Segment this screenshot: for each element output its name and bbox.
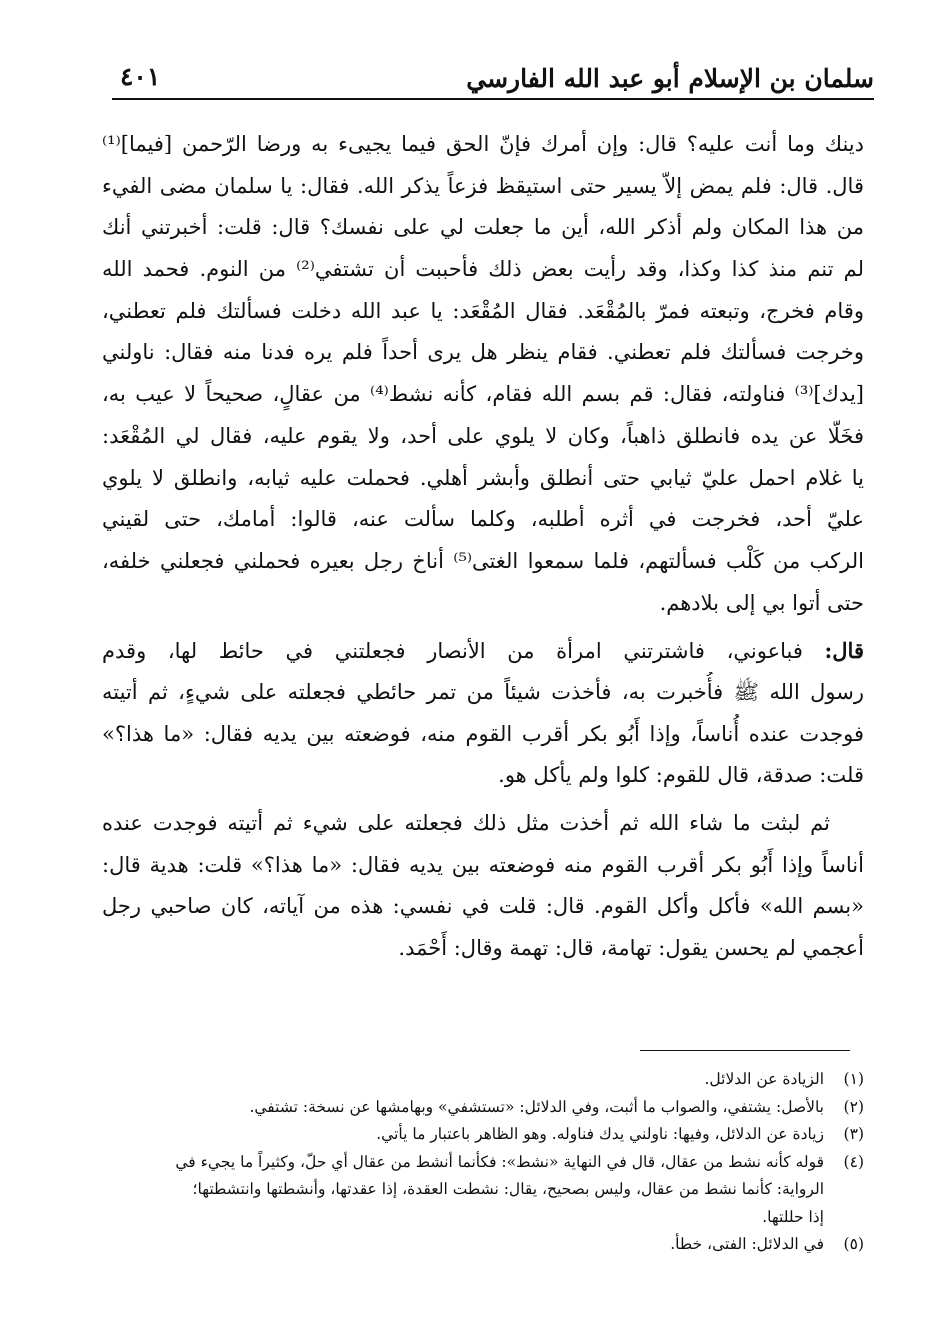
footnotes bbox=[100, 1066, 864, 1259]
paragraph-2 bbox=[102, 630, 864, 797]
text-line: أعجمي لم يحسن يقول: تهامة، قال: تهمة وقال: أَحْمَد. bbox=[398, 936, 864, 961]
text-line: وخرجت فسألتك فلم تعطني. فقام ينظر هل يرى أحداً فلم يره فدنا منه فقال: ناولني bbox=[102, 340, 864, 365]
footnote-5 bbox=[100, 1231, 864, 1259]
text-line: أناساً وإذا أَبُو بكر أقرب القوم منه فوضعته بين يديه فقال: «ما هذا؟» قلت: هدية قال: bbox=[102, 852, 864, 877]
text-line: فخَلّا عن يده فانطلق ذاهباً، وكان لا يلوي على أحد، ولا يقوم عليه، فقال لي المُقْعَد: bbox=[102, 423, 864, 448]
text-line: يا غلام احمل عليّ ثيابي حتى أنطلق وأبشر أهلي. فحملت عليه ثيابه، وانطلق لا يلوي bbox=[102, 465, 864, 490]
text-line: حتى أتوا بي إلى بلادهم. bbox=[659, 590, 864, 615]
footnote-text: بالأصل: يشتفي، والصواب ما أثبت، وفي الدلائل: «تستشفي» وبهامشها عن نسخة: تشتفي. bbox=[249, 1097, 824, 1116]
page-header bbox=[112, 58, 874, 100]
text-line: دينك وما أنت عليه؟ قال: وإن أمرك فإنّ الحق فيما يجيىء به ورضا الرّحمن [فيما]⁽¹⁾ bbox=[102, 132, 864, 156]
footnote-4-continuation: إذا حللتها. bbox=[762, 1207, 824, 1226]
text-line: «بسم الله» فأكل وأكل القوم. قال: قلت في نفسي: هذه من آياته، كان صاحبي رجل bbox=[102, 894, 864, 919]
footnote-text: في الدلائل: الفتى، خطأ. bbox=[670, 1235, 824, 1253]
text-line: من هذا المكان ولم أذكر الله، أين ما جعلت لي على نفسك؟ قال: قلت: أخبرتني أنك bbox=[102, 215, 864, 240]
text-line: قلت: صدقة، قال للقوم: كلوا ولم يأكل هو. bbox=[498, 763, 864, 788]
footnote-number: (٣) bbox=[843, 1125, 864, 1143]
text-line: وقام فخرج، وتبعته فمرّ بالمُقْعَد. فقال المُقْعَد: يا عبد الله دخلت فسألتك فلم تعطني، bbox=[102, 298, 864, 323]
text-line: عليّ أحد، فخرجت في أثره أطلبه، وكلما سألت عنه، قالوا: أمامك، حتى لقيني bbox=[102, 507, 864, 532]
footnote-text: الزيادة عن الدلائل. bbox=[704, 1070, 824, 1088]
footnote-text: زيادة عن الدلائل، وفيها: ناولني يدك فناوله. وهو الظاهر باعتبار ما يأتي. bbox=[376, 1125, 824, 1143]
text-line: لم تنم منذ كذا وكذا، وقد رأيت بعض ذلك فأحببت أن تشتفي⁽²⁾ من النوم. فحمد الله bbox=[102, 257, 864, 282]
text-line: فوجدت عنده أُناساً، وإذا أَبُو بكر أقرب القوم منه، فوضعته بين يديه فقال: «ما هذا؟» bbox=[102, 721, 864, 746]
footnote-2 bbox=[100, 1094, 864, 1122]
paragraph-1 bbox=[102, 124, 864, 624]
footnote-3 bbox=[100, 1121, 864, 1149]
text-span: فباعوني، فاشترتني امرأة من الأنصار فجعلتني في حائط لها، وقدم bbox=[102, 639, 803, 664]
footnote-4-continuation: الرواية: كأنما نشط من عقال، وليس بصحيح، يقال: نشطت العقدة، إذا عقدتها، وأنشطتها وانتشطتها؛ bbox=[192, 1180, 824, 1198]
footnote-1 bbox=[100, 1066, 864, 1094]
speaker-label: قال: bbox=[824, 638, 864, 664]
footnote-separator bbox=[640, 1050, 850, 1051]
text-line: [يدك]⁽³⁾ فناولته، فقال: قم بسم الله فقام، كأنه نشط⁽⁴⁾ من عقالٍ، صحيحاً لا عيب به، bbox=[102, 382, 864, 407]
running-title: سلمان بن الإسلام أبو عبد الله الفارسي bbox=[466, 64, 874, 93]
footnote-4 bbox=[100, 1149, 864, 1177]
text-line: الركب من كَلْب فسألتهم، فلما سمعوا الغتى⁽⁵⁾ أناخ رجل بعيره فحملني فجعلني خلفه، bbox=[102, 548, 864, 573]
paragraph-3 bbox=[102, 803, 864, 970]
footnote-number: (٥) bbox=[843, 1235, 864, 1253]
main-text bbox=[102, 124, 864, 970]
footnote-number: (١) bbox=[843, 1070, 864, 1088]
text-line bbox=[102, 630, 864, 672]
text-line: قال. قال: فلم يمض إلاّ يسير حتى استيقظ فزعاً يذكر الله. فقال: يا سلمان مضى الفيء bbox=[102, 173, 864, 198]
footnote-number: (٤) bbox=[843, 1152, 864, 1171]
page-number: ٤٠١ bbox=[120, 62, 161, 91]
footnote-text: قوله كأنه نشط من عقال، قال في النهاية «نشط»: فكأنما أنشط من عقال أي حلّ، وكثيراً ما يجيء في bbox=[175, 1152, 824, 1171]
footnote-number: (٢) bbox=[843, 1097, 864, 1116]
text-line: رسول الله ﷺ فأُخبرت به، فأخذت شيئاً من تمر حائطي فجعلته على شيءٍ، ثم أتيته bbox=[102, 679, 864, 704]
text-line: ثم لبثت ما شاء الله ثم أخذت مثل ذلك فجعلته على شيء ثم أتيته فوجدت عنده bbox=[102, 811, 830, 835]
